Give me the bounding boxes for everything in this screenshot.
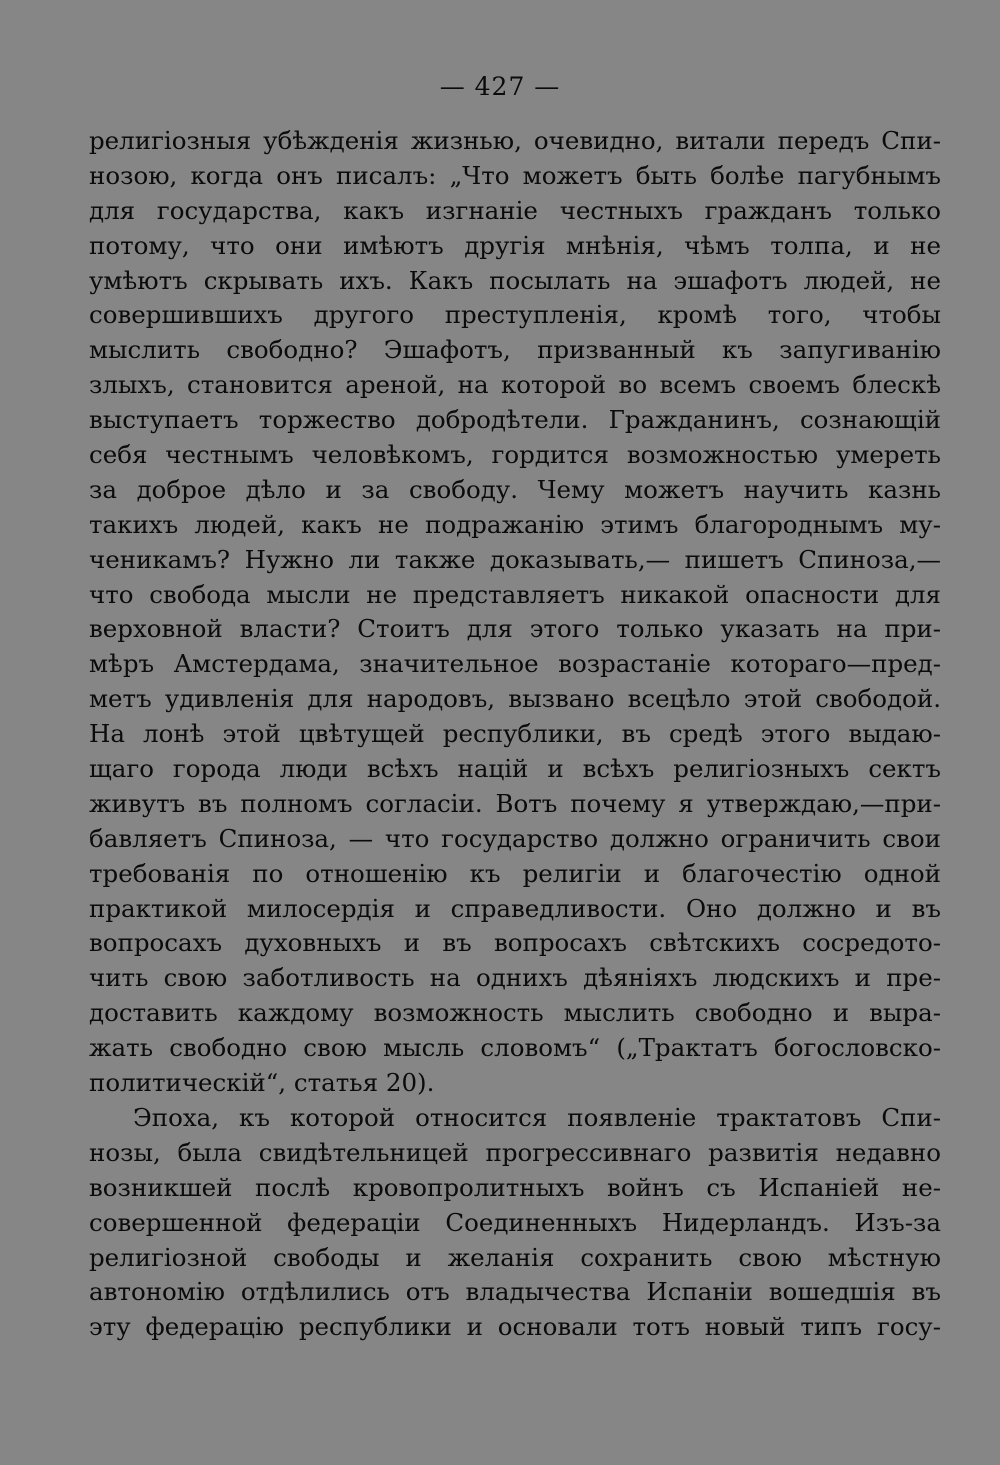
text-line: что свобода мысли не представляетъ никакой опасности для: [89, 579, 941, 609]
text-line: бавляетъ Спиноза, — что государство должно ограничить свои: [89, 823, 941, 853]
text-line: требованія по отношенію къ религіи и благочестію одной: [89, 858, 941, 888]
text-line: умѣютъ скрывать ихъ. Какъ посылать на эшафотъ людей, не: [89, 265, 941, 295]
text-line: нозою, когда онъ писалъ: „Что можетъ быть болѣе пагубнымъ: [89, 160, 941, 190]
text-line: для государства, какъ изгнаніе честныхъ гражданъ только: [89, 195, 941, 225]
text-line: ченикамъ? Нужно ли также доказывать,— пишетъ Спиноза,—: [89, 544, 941, 574]
text-line: мыслить свободно? Эшафотъ, призванный къ запугиванію: [89, 335, 941, 365]
text-line: Эпоха, къ которой относится появленіе трактатовъ Спи-: [133, 1102, 941, 1132]
text-line: злыхъ, становится ареной, на которой во всемъ своемъ блескѣ: [89, 370, 941, 400]
text-line: совершившихъ другого преступленія, кромѣ того, чтобы: [89, 300, 941, 330]
page-number: — 427 —: [439, 72, 561, 101]
text-line: такихъ людей, какъ не подражанію этимъ благороднымъ му-: [89, 509, 941, 539]
text-line: возникшей послѣ кровопролитныхъ войнъ съ Испаніей не-: [89, 1172, 941, 1202]
text-line: вопросахъ духовныхъ и въ вопросахъ свѣтскихъ сосредото-: [89, 928, 941, 958]
text-line: за доброе дѣло и за свободу. Чему можетъ научить казнь: [89, 474, 941, 504]
text-line: религіозной свободы и желанія сохранить свою мѣстную: [89, 1242, 941, 1272]
text-line: религіозныя убѣжденія жизнью, очевидно, витали передъ Спи-: [89, 126, 941, 155]
text-line: политическій“, статья 20).: [89, 1068, 435, 1098]
body-text: [89, 124, 941, 1345]
paragraph-2: [89, 1101, 941, 1345]
text-line: выступаетъ торжество добродѣтели. Гражданинъ, сознающій: [89, 405, 941, 435]
text-line: жать свободно свою мысль словомъ“ („Трактатъ богословско-: [89, 1033, 941, 1063]
text-line: нозы, была свидѣтельницей прогрессивнаго развитія недавно: [89, 1137, 941, 1167]
text-line: практикой милосердія и справедливости. Оно должно и въ: [89, 893, 941, 923]
text-line: автономію отдѣлились отъ владычества Испаніи вошедшія въ: [89, 1277, 941, 1307]
text-line: метъ удивленія для народовъ, вызвано всецѣло этой свободой.: [89, 684, 941, 714]
text-line: мѣръ Амстердама, значительное возрастаніе котораго—пред-: [89, 649, 941, 679]
text-line: живутъ въ полномъ согласіи. Вотъ почему я утверждаю,—при-: [89, 788, 941, 818]
text-line: верховной власти? Стоитъ для этого только указать на при-: [89, 614, 941, 644]
text-line: совершенной федераціи Соединенныхъ Нидерландъ. Изъ-за: [89, 1207, 941, 1237]
text-line: щаго города люди всѣхъ націй и всѣхъ религіозныхъ сектъ: [89, 754, 941, 784]
text-line: доставить каждому возможность мыслить свободно и выра-: [89, 998, 941, 1028]
text-line: На лонѣ этой цвѣтущей республики, въ средѣ этого выдаю-: [89, 719, 941, 749]
paragraph-1: [89, 124, 941, 1101]
text-line: эту федерацію республики и основали тотъ новый типъ госу-: [89, 1312, 941, 1342]
text-line: потому, что они имѣютъ другія мнѣнія, чѣмъ толпа, и не: [89, 230, 941, 260]
text-line: чить свою заботливость на однихъ дѣяніяхъ людскихъ и пре-: [89, 963, 941, 993]
text-line: себя честнымъ человѣкомъ, гордится возможностью умереть: [89, 440, 941, 470]
